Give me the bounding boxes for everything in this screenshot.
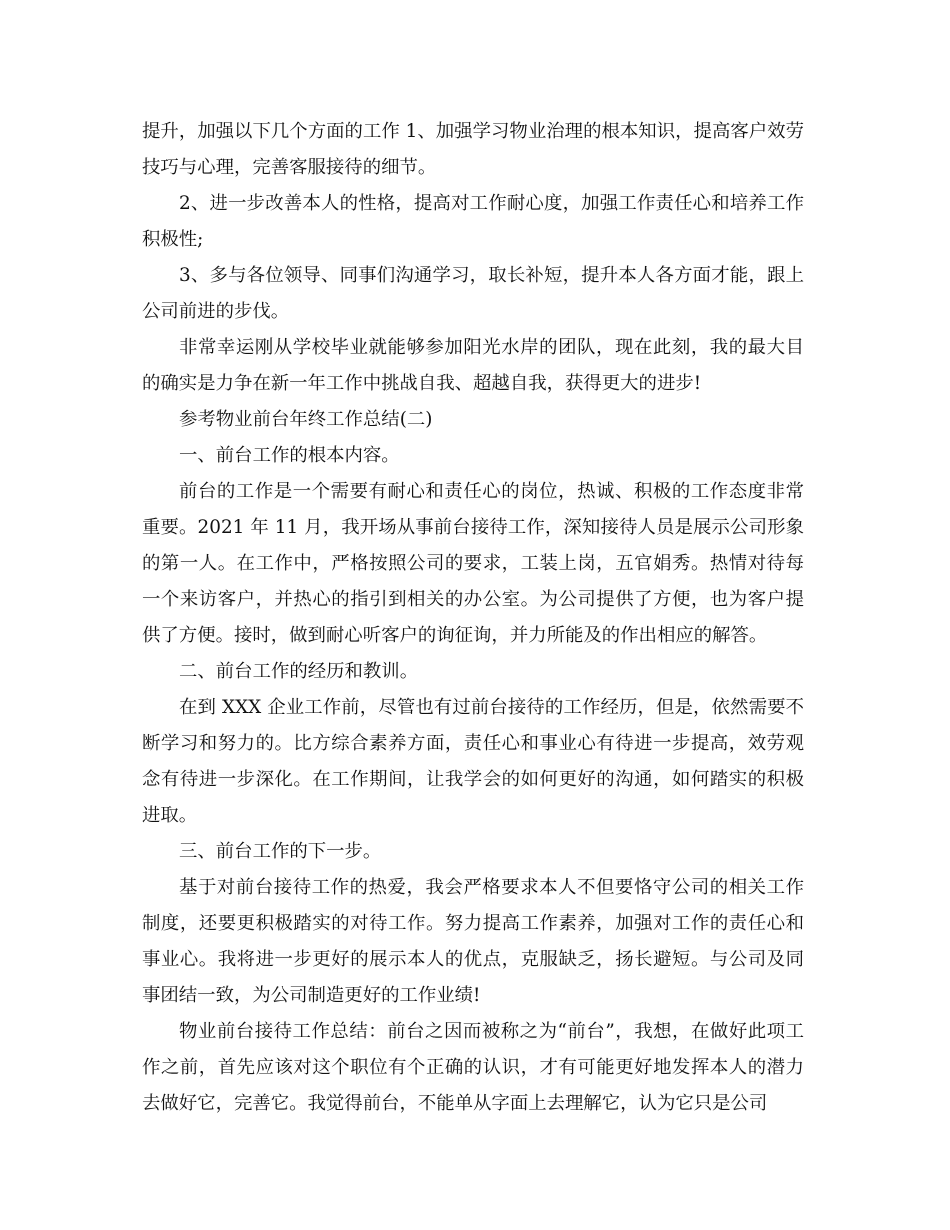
paragraph-continued: 提升，加强以下几个方面的工作 1、加强学习物业治理的根本知识，提高客户效劳技巧与心理，完善客服接待的细节。 — [142, 121, 804, 178]
paragraph-summary: 物业前台接待工作总结：前台之因而被称之为“前台”，我想，在做好此项工作之前，首先应该对这个职位有个正确的认识，才有可能更好地发挥本人的潜力去做好它，完善它。我觉得前台，不能单从字面上去理解它，认为它只是公司 — [142, 1021, 804, 1114]
paragraph-experience: 在到 XXX 企业工作前，尽管也有过前台接待的工作经历，但是，依然需要不断学习和努力的。比方综合素养方面，责任心和事业心有待进一步提高，效劳观念有待进一步深化。在工作期间，让我学会的如何更好的沟通，如何踏实的积极进取。 — [142, 697, 804, 826]
paragraph-closing: 非常幸运刚从学校毕业就能够参加阳光水岸的团队，现在此刻，我的最大目的确实是力争在新一年工作中挑战自我、超越自我，获得更大的进步! — [142, 337, 804, 394]
paragraph-next-step: 基于对前台接待工作的热爱，我会严格要求本人不但要恪守公司的相关工作制度，还要更积极踏实的对待工作。努力提高工作素养，加强对工作的责任心和事业心。我将进一步更好的展示本人的优点，克服缺乏，扬长避短。与公司及同事团结一致，为公司制造更好的工作业绩! — [142, 877, 804, 1006]
section-title: 参考物业前台年终工作总结(二) — [179, 409, 433, 430]
paragraph-basic-content: 前台的工作是一个需要有耐心和责任心的岗位，热诚、积极的工作态度非常重要。2021 年 11 月，我开场从事前台接待工作，深知接待人员是展示公司形象的第一人。在工作中，严格按照公司的要求，工装上岗，五官娟秀。热情对待每一个来访客户，并热心的指引到相关的办公室。为公司提供了方便，也为客户提供了方便。接时，做到耐心听客户的询征询，并力所能及的作出相应的解答。 — [142, 481, 804, 646]
heading-experience: 二、前台工作的经历和教训。 — [179, 661, 419, 682]
heading-basic-content: 一、前台工作的根本内容。 — [179, 445, 400, 466]
paragraph-item-3: 3、多与各位领导、同事们沟通学习，取长补短，提升本人各方面才能，跟上公司前进的步伐。 — [142, 265, 804, 322]
heading-next-step: 三、前台工作的下一步。 — [179, 841, 382, 862]
paragraph-item-2: 2、进一步改善本人的性格，提高对工作耐心度，加强工作责任心和培养工作积极性; — [142, 193, 804, 250]
